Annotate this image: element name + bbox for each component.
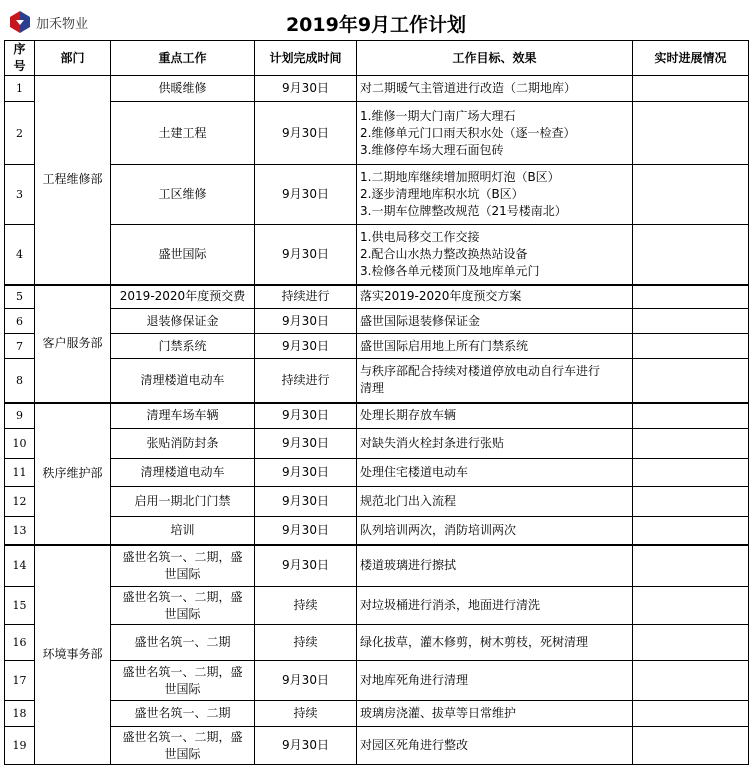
time-cell: 持续进行 xyxy=(255,285,357,309)
goal-line: 对缺失消火栓封条进行张贴 xyxy=(360,436,505,450)
time-cell: 9月30日 xyxy=(255,334,357,359)
task-line: 世国际 xyxy=(164,681,201,696)
row-number: 8 xyxy=(5,359,35,403)
row-number: 3 xyxy=(5,165,35,225)
goal-line: 落实2019-2020年度预交方案 xyxy=(360,289,522,304)
table-row xyxy=(5,102,749,165)
goal-line: 2.维修单元门口雨天积水处（逐一检查） xyxy=(360,125,576,140)
task-cell: 清理楼道电动车 xyxy=(111,359,255,403)
col-header-time: 计划完成时间 xyxy=(255,41,357,76)
task-line: 盛世名筑一、二期，盛 xyxy=(122,549,243,564)
row-number: 10 xyxy=(5,429,35,459)
task-cell xyxy=(111,545,255,587)
time-cell: 持续进行 xyxy=(255,359,357,403)
row-number: 5 xyxy=(5,285,35,309)
time-cell: 9月30日 xyxy=(255,727,357,765)
row-number: 11 xyxy=(5,459,35,487)
goal-cell xyxy=(357,285,633,309)
table-row xyxy=(5,459,749,487)
table-row xyxy=(5,487,749,517)
goal-line: 队列培训两次，消防培训两次 xyxy=(360,522,517,537)
table-row xyxy=(5,661,749,701)
progress-cell[interactable] xyxy=(633,701,749,727)
progress-cell[interactable] xyxy=(633,429,749,459)
progress-cell[interactable] xyxy=(633,76,749,102)
task-line: 盛世名筑一、二期 xyxy=(134,706,231,720)
table-row xyxy=(5,76,749,102)
row-number: 18 xyxy=(5,701,35,727)
goal-line: 处理住宅楼道电动车 xyxy=(360,465,469,479)
progress-cell[interactable] xyxy=(633,102,749,165)
task-cell: 2019-2020年度预交费 xyxy=(111,285,255,309)
goal-line: 盛世国际退装修保证金 xyxy=(360,313,481,328)
progress-cell[interactable] xyxy=(633,165,749,225)
logo-text: 加禾物业 xyxy=(36,16,89,32)
progress-cell[interactable] xyxy=(633,661,749,701)
progress-cell[interactable] xyxy=(633,309,749,334)
progress-cell[interactable] xyxy=(633,285,749,309)
table-row xyxy=(5,517,749,545)
goal-line: 清理 xyxy=(360,381,385,396)
progress-cell[interactable] xyxy=(633,459,749,487)
progress-cell[interactable] xyxy=(633,334,749,359)
row-number: 16 xyxy=(5,625,35,661)
goal-cell xyxy=(357,487,633,517)
row-number: 13 xyxy=(5,517,35,545)
goal-cell xyxy=(357,701,633,727)
goal-cell xyxy=(357,309,633,334)
progress-cell[interactable] xyxy=(633,359,749,403)
table-row xyxy=(5,165,749,225)
page-title: 2019年9月工作计划 xyxy=(285,14,467,36)
goal-line: 对地库死角进行清理 xyxy=(360,673,469,687)
time-cell: 9月30日 xyxy=(255,403,357,429)
row-number: 9 xyxy=(5,403,35,429)
dept-cell-order: 秩序维护部 xyxy=(35,403,111,545)
goal-line: 盛世国际启用地上所有门禁系统 xyxy=(360,338,529,353)
task-cell: 启用一期北门门禁 xyxy=(111,487,255,517)
goal-line: 玻璃房浇灌、拔草等日常维护 xyxy=(360,706,517,720)
goal-cell xyxy=(357,225,633,285)
table-row xyxy=(5,587,749,625)
task-cell: 培训 xyxy=(111,517,255,545)
table-row xyxy=(5,285,749,309)
time-cell: 持续 xyxy=(255,587,357,625)
goal-line: 1.维修一期大门南广场大理石 xyxy=(360,108,516,123)
task-line: 盛世名筑一、二期，盛 xyxy=(122,664,243,679)
row-number: 7 xyxy=(5,334,35,359)
progress-cell[interactable] xyxy=(633,727,749,765)
task-line: 盛世名筑一、二期，盛 xyxy=(122,729,243,744)
goal-cell xyxy=(357,459,633,487)
row-number: 12 xyxy=(5,487,35,517)
progress-cell[interactable] xyxy=(633,487,749,517)
goal-cell xyxy=(357,429,633,459)
col-header-goal: 工作目标、效果 xyxy=(357,41,633,76)
time-cell: 9月30日 xyxy=(255,102,357,165)
task-cell xyxy=(111,587,255,625)
task-line: 盛世名筑一、二期，盛 xyxy=(122,589,243,604)
goal-cell xyxy=(357,545,633,587)
table-row xyxy=(5,334,749,359)
title-bar xyxy=(4,4,748,41)
col-header-dept: 部门 xyxy=(35,41,111,76)
goal-cell xyxy=(357,76,633,102)
task-cell: 盛世国际 xyxy=(111,225,255,285)
row-number: 1 xyxy=(5,76,35,102)
goal-cell xyxy=(357,334,633,359)
table-row xyxy=(5,701,749,727)
goal-line: 2.逐步清理地库积水坑（B区） xyxy=(360,187,524,201)
goal-line: 2.配合山水热力整改换热站设备 xyxy=(360,246,528,261)
task-cell: 清理楼道电动车 xyxy=(111,459,255,487)
task-cell xyxy=(111,727,255,765)
time-cell: 9月30日 xyxy=(255,459,357,487)
goal-line: 3.一期车位牌整改规范（21号楼南北） xyxy=(360,204,567,218)
task-cell: 土建工程 xyxy=(111,102,255,165)
row-number: 2 xyxy=(5,102,35,165)
table-row xyxy=(5,545,749,587)
goal-line: 对园区死角进行整改 xyxy=(360,738,469,752)
task-cell: 张贴消防封条 xyxy=(111,429,255,459)
table-row xyxy=(5,429,749,459)
task-cell xyxy=(111,701,255,727)
goal-line: 处理长期存放车辆 xyxy=(360,408,457,423)
goal-cell xyxy=(357,727,633,765)
table-row xyxy=(5,403,749,429)
row-number: 19 xyxy=(5,727,35,765)
goal-cell xyxy=(357,165,633,225)
goal-line: 对垃圾桶进行消杀，地面进行清洗 xyxy=(360,598,541,612)
row-number: 14 xyxy=(5,545,35,587)
goal-cell xyxy=(357,359,633,403)
time-cell: 持续 xyxy=(255,625,357,661)
col-header-no: 序号 xyxy=(5,41,35,76)
row-number: 6 xyxy=(5,309,35,334)
dept-cell-customer: 客户服务部 xyxy=(35,285,111,403)
goal-cell xyxy=(357,625,633,661)
col-header-task: 重点工作 xyxy=(111,41,255,76)
progress-cell[interactable] xyxy=(633,545,749,587)
time-cell: 9月30日 xyxy=(255,661,357,701)
goal-line: 1.供电局移交工作交接 xyxy=(360,229,480,244)
time-cell: 9月30日 xyxy=(255,517,357,545)
table-row xyxy=(5,359,749,403)
progress-cell[interactable] xyxy=(633,517,749,545)
table-row xyxy=(5,727,749,765)
dept-cell-environment: 环境事务部 xyxy=(35,545,111,765)
goal-line: 绿化拔草，灌木修剪，树木剪枝，死树清理 xyxy=(360,635,589,649)
progress-cell[interactable] xyxy=(633,625,749,661)
table-row xyxy=(5,625,749,661)
goal-line: 对二期暖气主管道进行改造（二期地库） xyxy=(360,81,577,95)
progress-cell[interactable] xyxy=(633,225,749,285)
task-cell: 退装修保证金 xyxy=(111,309,255,334)
goal-line: 1.二期地库继续增加照明灯泡（B区） xyxy=(360,170,560,184)
time-cell: 9月30日 xyxy=(255,225,357,285)
task-cell: 清理车场车辆 xyxy=(111,403,255,429)
goal-cell xyxy=(357,102,633,165)
time-cell: 持续 xyxy=(255,701,357,727)
time-cell: 9月30日 xyxy=(255,545,357,587)
task-cell: 门禁系统 xyxy=(111,334,255,359)
goal-line: 楼道玻璃进行擦拭 xyxy=(360,558,457,573)
task-line: 世国际 xyxy=(164,606,201,621)
table-row xyxy=(5,309,749,334)
goal-line: 3.检修各单元楼顶门及地库单元门 xyxy=(360,263,540,278)
task-cell xyxy=(111,661,255,701)
time-cell: 9月30日 xyxy=(255,429,357,459)
task-line: 盛世名筑一、二期 xyxy=(134,635,231,649)
time-cell: 9月30日 xyxy=(255,76,357,102)
row-number: 17 xyxy=(5,661,35,701)
row-number: 15 xyxy=(5,587,35,625)
table-row xyxy=(5,225,749,285)
table-header-row xyxy=(5,41,749,76)
task-line: 世国际 xyxy=(164,746,201,761)
row-number: 4 xyxy=(5,225,35,285)
task-cell xyxy=(111,625,255,661)
progress-cell[interactable] xyxy=(633,403,749,429)
dept-cell-engineering: 工程维修部 xyxy=(35,76,111,285)
time-cell: 9月30日 xyxy=(255,165,357,225)
goal-cell xyxy=(357,661,633,701)
time-cell: 9月30日 xyxy=(255,309,357,334)
progress-cell[interactable] xyxy=(633,587,749,625)
task-line: 世国际 xyxy=(164,566,201,581)
col-header-progress: 实时进展情况 xyxy=(633,41,749,76)
task-cell: 供暖维修 xyxy=(111,76,255,102)
work-plan-table xyxy=(4,40,749,765)
task-cell: 工区维修 xyxy=(111,165,255,225)
time-cell: 9月30日 xyxy=(255,487,357,517)
goal-line: 与秩序部配合持续对楼道停放电动自行车进行 xyxy=(360,364,601,379)
goal-cell xyxy=(357,517,633,545)
goal-line: 3.维修停车场大理石面包砖 xyxy=(360,142,504,157)
goal-cell xyxy=(357,587,633,625)
goal-cell xyxy=(357,403,633,429)
goal-line: 规范北门出入流程 xyxy=(360,494,457,508)
